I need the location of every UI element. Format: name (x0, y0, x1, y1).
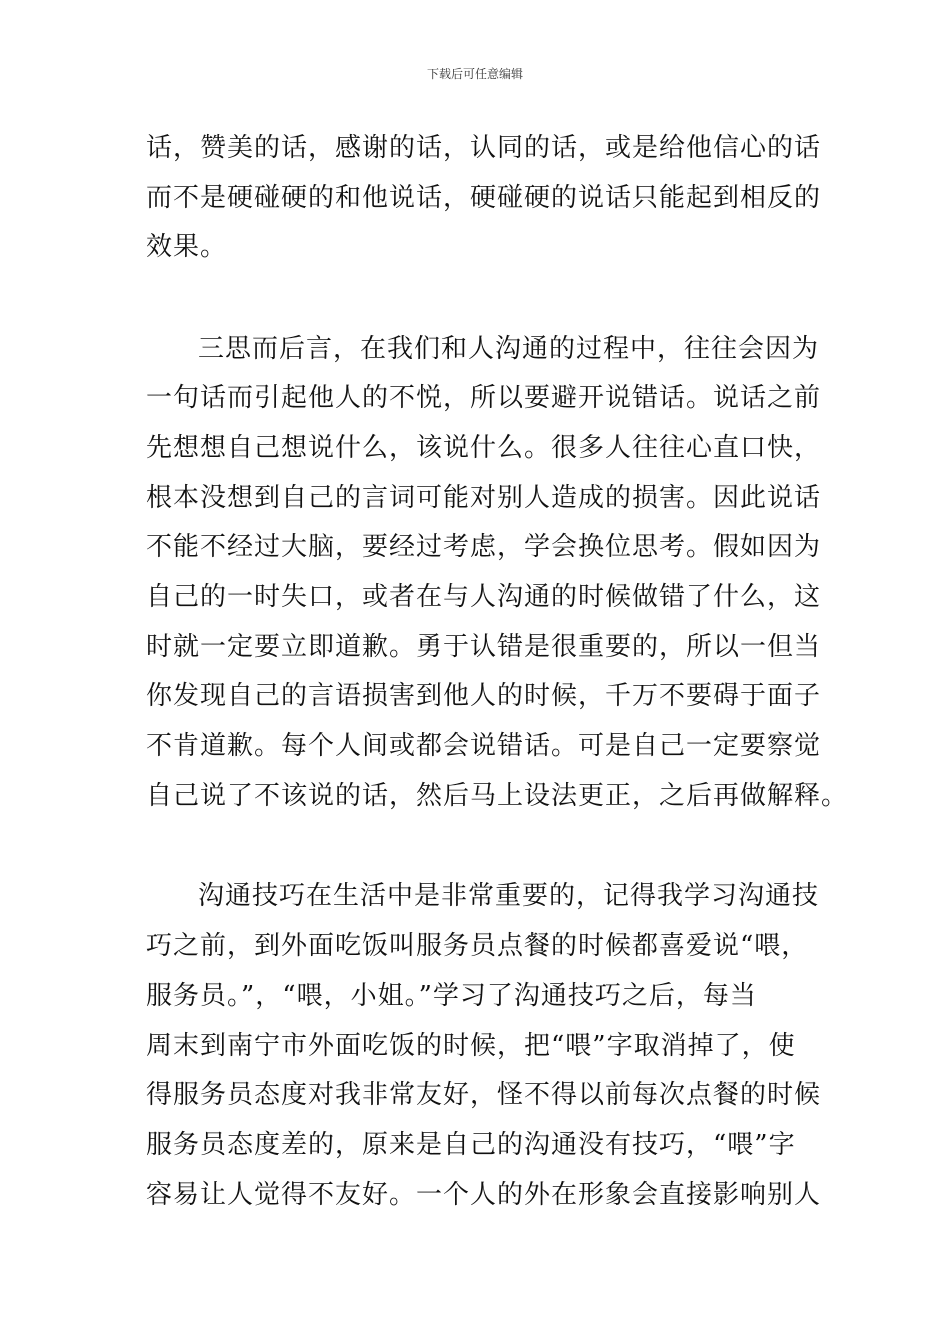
text-line: 话，赞美的话，感谢的话，认同的话，或是给他信心的话 (146, 133, 822, 163)
text-line: 你发现自己的言语损害到他人的时候，千万不要碍于面子 (146, 681, 822, 711)
text-line: 服务员态度差的，原来是自己的沟通没有技巧，“喂”字 (146, 1130, 796, 1160)
text-line: 自己的一时失口，或者在与人沟通的时候做错了什么，这 (146, 582, 822, 612)
text-line: 三思而后言，在我们和人沟通的过程中，往往会因为 (198, 334, 820, 364)
text-line: 根本没想到自己的言词可能对别人造成的损害。因此说话 (146, 483, 822, 513)
text-line: 不能不经过大脑，要经过考虑，学会换位思考。假如因为 (146, 532, 822, 562)
text-line: 不肯道歉。每个人间或都会说错话。可是自己一定要察觉 (146, 731, 822, 761)
text-line: 效果。 (146, 232, 228, 262)
page-header: 下载后可任意编辑 (426, 67, 523, 81)
text-line: 时就一定要立即道歉。勇于认错是很重要的，所以一但当 (146, 632, 822, 662)
text-line: 先想想自己想说什么，该说什么。很多人往往心直口快， (146, 433, 822, 463)
text-line: 容易让人觉得不友好。一个人的外在形象会直接影响别人 (146, 1180, 822, 1210)
text-line: 一句话而引起他人的不悦，所以要避开说错话。说话之前 (146, 383, 822, 413)
text-line: 服务员。”，“喂，小姐。”学习了沟通技巧之后，每当 (146, 981, 757, 1011)
text-line: 而不是硬碰硬的和他说话，硬碰硬的说话只能起到相反的 (146, 183, 822, 213)
text-line: 巧之前，到外面吃饭叫服务员点餐的时候都喜爱说“喂， (146, 931, 809, 961)
text-line: 周末到南宁市外面吃饭的时候，把“喂”字取消掉了，使 (146, 1031, 796, 1061)
text-line: 得服务员态度对我非常友好，怪不得以前每次点餐的时候 (146, 1080, 822, 1110)
text-line: 自己说了不该说的话，然后马上设法更正，之后再做解释。 (146, 781, 849, 811)
text-line: 沟通技巧在生活中是非常重要的，记得我学习沟通技 (198, 881, 820, 911)
